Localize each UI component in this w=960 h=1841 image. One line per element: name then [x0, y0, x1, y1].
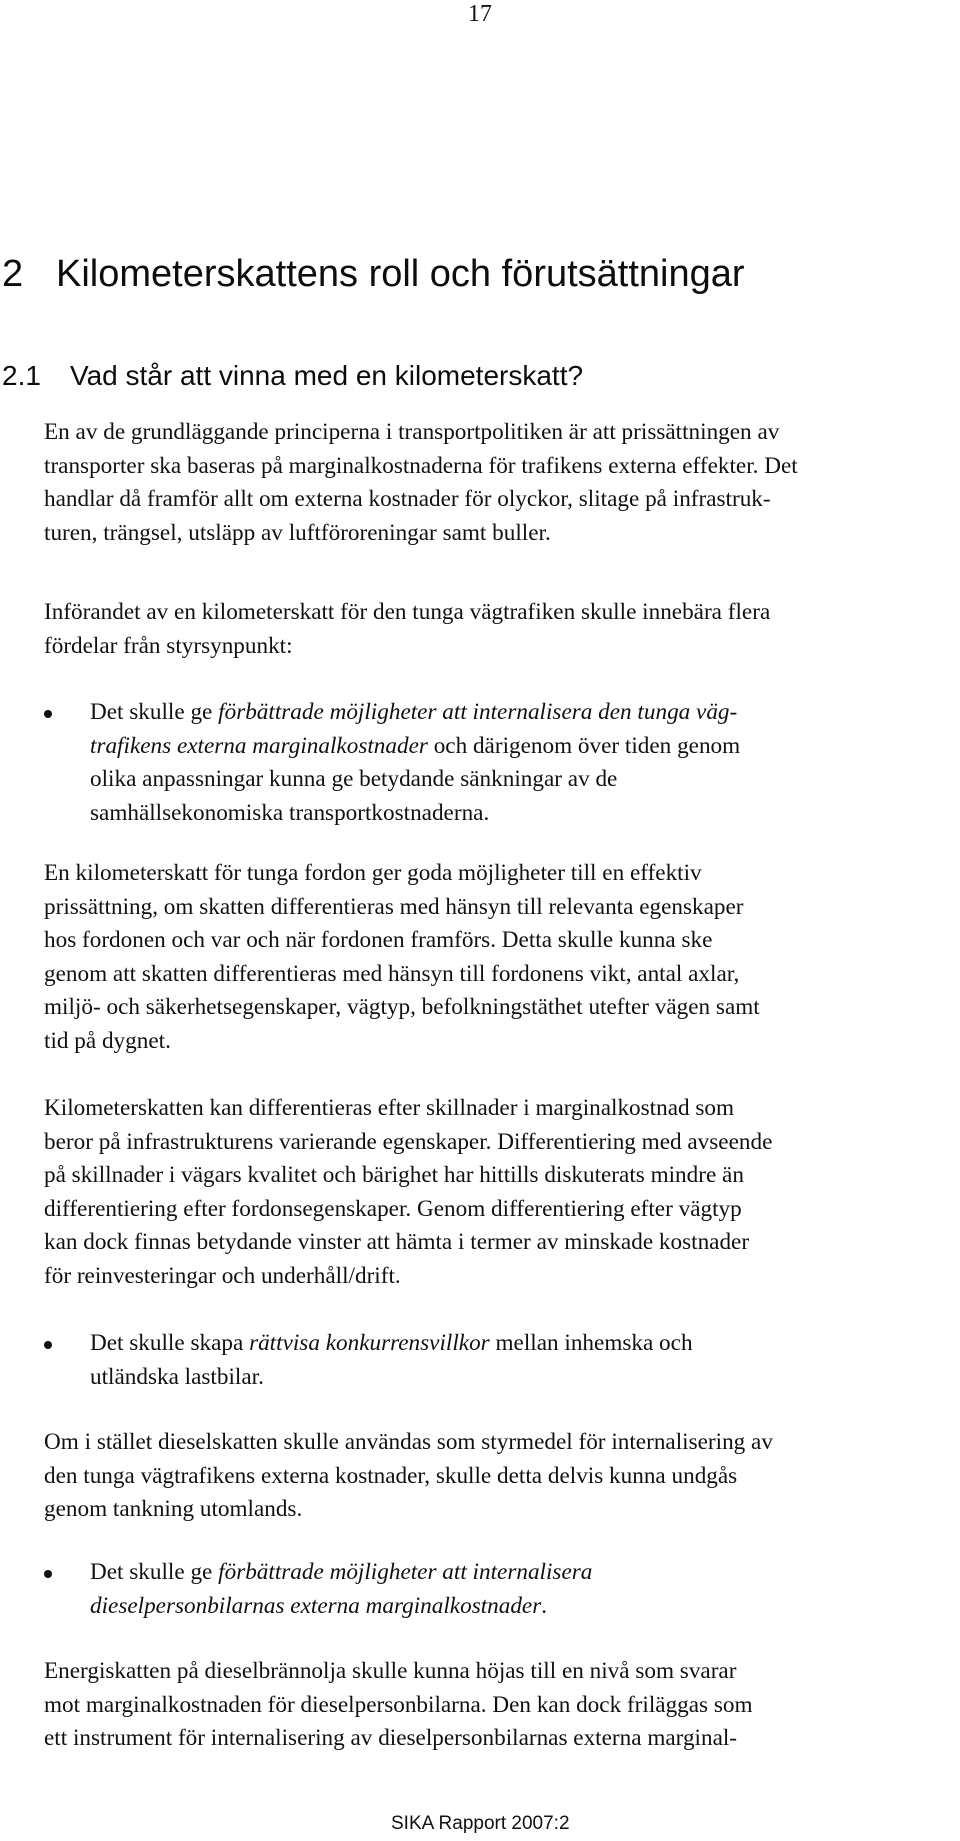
bullet-emphasis: förbättrade möjligheter att internalisera [218, 1559, 593, 1585]
paragraph-line: transporter ska baseras på marginalkostnaderna för trafikens externa effekter. Det [44, 452, 798, 479]
bullet-emphasis: rättvisa konkurrensvillkor [249, 1330, 490, 1356]
bullet-line [90, 730, 740, 764]
paragraph-3 [44, 857, 960, 1059]
paragraph-line: den tunga vägtrafikens externa kostnader, skulle detta delvis kunna undgås [44, 1462, 738, 1489]
paragraph-line: En kilometerskatt för tunga fordon ger goda möjligheter till en effektiv [44, 860, 702, 886]
paragraph-line: Om i stället dieselskatten skulle användas som styrmedel för internalisering av [44, 1429, 773, 1455]
paragraph-line: beror på infrastrukturens varierande egenskaper. Differentiering med avseende [44, 1128, 773, 1155]
paragraph-line: handlar då framför allt om externa kostnader för olyckor, slitage på infrastruk- [44, 486, 771, 513]
section-title: Vad står att vinna med en kilometerskatt? [70, 360, 584, 391]
bullet-text: utländska lastbilar. [90, 1363, 264, 1390]
bullet-text: mellan inhemska och [489, 1330, 693, 1356]
bullet-dot [44, 710, 52, 718]
paragraph-line: för reinvesteringar och underhåll/drift. [44, 1262, 401, 1289]
paragraph-line: genom att skatten differentieras med hänsyn till fordonens vikt, antal axlar, [44, 960, 740, 987]
bullet-emphasis: trafikens externa marginalkostnader [90, 732, 428, 759]
paragraph-6 [44, 1655, 960, 1756]
paragraph-line: miljö- och säkerhetsegenskaper, vägtyp, befolkningstäthet utefter vägen samt [44, 994, 760, 1021]
paragraph-line: genom tankning utomlands. [44, 1496, 303, 1523]
paragraph-4 [44, 1092, 960, 1294]
paragraph-2 [44, 596, 960, 663]
page-footer: SIKA Rapport 2007:2 [391, 1813, 570, 1834]
paragraph-line: Energiskatten på dieselbrännolja skulle kunna höjas till en nivå som svarar [44, 1658, 737, 1684]
bullet-line [90, 797, 740, 831]
chapter-number: 2 [2, 253, 24, 295]
bullet-line [90, 1556, 592, 1590]
bullet-emphasis: dieselpersonbilarnas externa marginalkostnader [90, 1592, 542, 1619]
bullet-line [90, 696, 740, 730]
paragraph-line: på skillnader i vägars kvalitet och bärighet har hittills diskuterats mindre än [44, 1162, 744, 1189]
chapter-title: Kilometerskattens roll och förutsättningar [56, 253, 745, 295]
bullet-dot [44, 1341, 52, 1349]
paragraph-1 [44, 416, 960, 550]
paragraph-line: tid på dygnet. [44, 1027, 171, 1054]
paragraph-line: prissättning, om skatten differentieras med hänsyn till relevanta egenskaper [44, 893, 744, 920]
section-number: 2.1 [2, 360, 41, 391]
bullet-text: samhällsekonomiska transportkostnaderna. [90, 799, 490, 826]
bullet-line [90, 763, 740, 797]
bullet-line [90, 1361, 693, 1395]
bullet-text: . [541, 1592, 548, 1619]
bullet-text: Det skulle ge [90, 1559, 219, 1585]
paragraph-line: En av de grundläggande principerna i transportpolitiken är att prissättningen av [44, 419, 780, 445]
bullet-text: och därigenom över tiden genom [427, 732, 741, 759]
bullet-text: Det skulle ge [90, 699, 219, 725]
bullet-text: Det skulle skapa [90, 1330, 250, 1356]
chapter-heading [2, 252, 745, 296]
bullet-line [90, 1327, 693, 1361]
paragraph-line: Kilometerskatten kan differentieras efter skillnader i marginalkostnad som [44, 1095, 735, 1121]
paragraph-line: hos fordonen och var och när fordonen framförs. Detta skulle kunna ske [44, 927, 713, 954]
paragraph-line: kan dock finnas betydande vinster att hämta i termer av minskade kostnader [44, 1229, 750, 1256]
page-number: 17 [468, 1, 492, 27]
paragraph-line: ett instrument för internalisering av dieselpersonbilarnas externa marginal- [44, 1725, 738, 1752]
paragraph-line: turen, trängsel, utsläpp av luftföroreningar samt buller. [44, 519, 551, 546]
bullet-emphasis: förbättrade möjligheter att internalisera den tunga väg- [218, 699, 738, 725]
paragraph-5 [44, 1426, 960, 1527]
paragraph-line: Införandet av en kilometerskatt för den tunga vägtrafiken skulle innebära flera [44, 599, 771, 625]
paragraph-line: mot marginalkostnaden för dieselpersonbilarna. Den kan dock friläggas som [44, 1691, 753, 1718]
bullet-dot [44, 1570, 52, 1578]
bullet-line [90, 1590, 592, 1624]
paragraph-line: fördelar från styrsynpunkt: [44, 632, 293, 659]
paragraph-line: differentiering efter fordonsegenskaper. Genom differentiering efter vägtyp [44, 1195, 742, 1222]
bullet-text: olika anpassningar kunna ge betydande sänkningar av de [90, 766, 618, 793]
section-heading [2, 358, 583, 394]
